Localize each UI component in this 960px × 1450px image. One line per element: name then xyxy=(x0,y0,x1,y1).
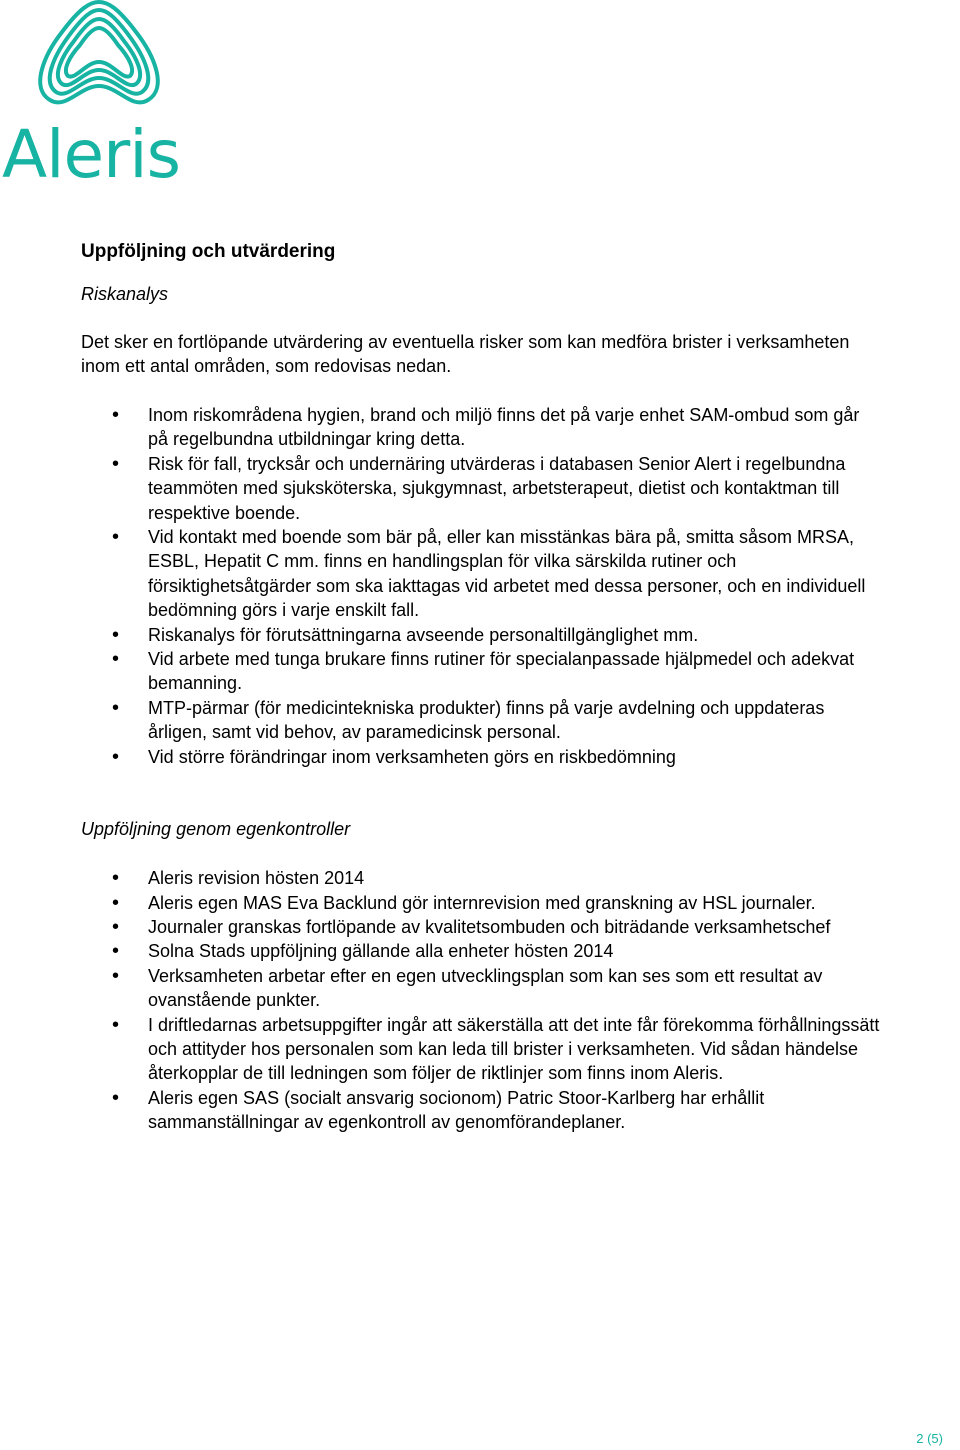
list-item: • Aleris egen MAS Eva Backlund gör internrevision med granskning av HSL journaler. xyxy=(81,891,881,915)
list-item: • Verksamheten arbetar efter en egen utvecklingsplan som kan ses som ett resultat av ovanstående punkter. xyxy=(81,964,881,1013)
page-title: Uppföljning och utvärdering xyxy=(81,241,336,262)
list-item: • Vid kontakt med boende som bär på, eller kan misstänkas bära på, smitta såsom MRSA, ESBL, Hepatit C mm. finns en handlingsplan för vilka särskilda rutiner och försiktighetsåtgärder som ska iakttagas vid arbetet med dessa personer, och en individuell bedömning görs i varje enskilt fall. xyxy=(81,525,881,623)
list-item: • Vid större förändringar inom verksamheten görs en riskbedömning xyxy=(81,745,881,769)
document-body xyxy=(81,236,881,1135)
list-item: • Solna Stads uppföljning gällande alla enheter hösten 2014 xyxy=(81,939,881,963)
list-item: • Riskanalys för förutsättningarna avseende personaltillgänglighet mm. xyxy=(81,623,881,647)
aleris-arch-logo-icon xyxy=(0,0,200,130)
page-number: 2 (5) xyxy=(916,1431,943,1446)
subheading-riskanalys: Riskanalys xyxy=(81,284,169,304)
aleris-logo xyxy=(0,0,200,200)
risk-list xyxy=(81,403,881,769)
list-item: • Journaler granskas fortlöpande av kvalitetsombuden och biträdande verksamhetschef xyxy=(81,915,881,939)
intro-paragraph: Det sker en fortlöpande utvärdering av eventuella risker som kan medföra brister i verksamheten inom ett antal områden, som redovisas nedan. xyxy=(81,332,850,376)
list-item: • Risk för fall, trycksår och undernäring utvärderas i databasen Senior Alert i regelbundna teammöten med sjuksköterska, sjukgymnast, arbetsterapeut, dietist och kontaktman till respektive boende. xyxy=(81,452,881,525)
list-item: • MTP-pärmar (för medicintekniska produkter) finns på varje avdelning och uppdateras årligen, samt vid behov, av paramedicinsk personal. xyxy=(81,696,881,745)
list-item: • Aleris revision hösten 2014 xyxy=(81,866,881,890)
list-item: • Inom riskområdena hygien, brand och miljö finns det på varje enhet SAM-ombud som går på regelbundna utbildningar kring detta. xyxy=(81,403,881,452)
list-item: • I driftledarnas arbetsuppgifter ingår att säkerställa att det inte får förekomma förhållningssätt och attityder hos personalen som kan leda till brister i verksamheten. Vid sådan händelse återkopplar de till ledningen som följer de riktlinjer som finns inom Aleris. xyxy=(81,1013,881,1086)
logo-wordmark: Aleris xyxy=(2,116,180,193)
list-item: • Aleris egen SAS (socialt ansvarig socionom) Patric Stoor-Karlberg har erhållit sammanställningar av egenkontroll av genomförandeplaner. xyxy=(81,1086,881,1135)
list-item: • Vid arbete med tunga brukare finns rutiner för specialanpassade hjälpmedel och adekvat bemanning. xyxy=(81,647,881,696)
egenkontroll-list xyxy=(81,866,881,1134)
subheading-egenkontroller: Uppföljning genom egenkontroller xyxy=(81,819,351,840)
